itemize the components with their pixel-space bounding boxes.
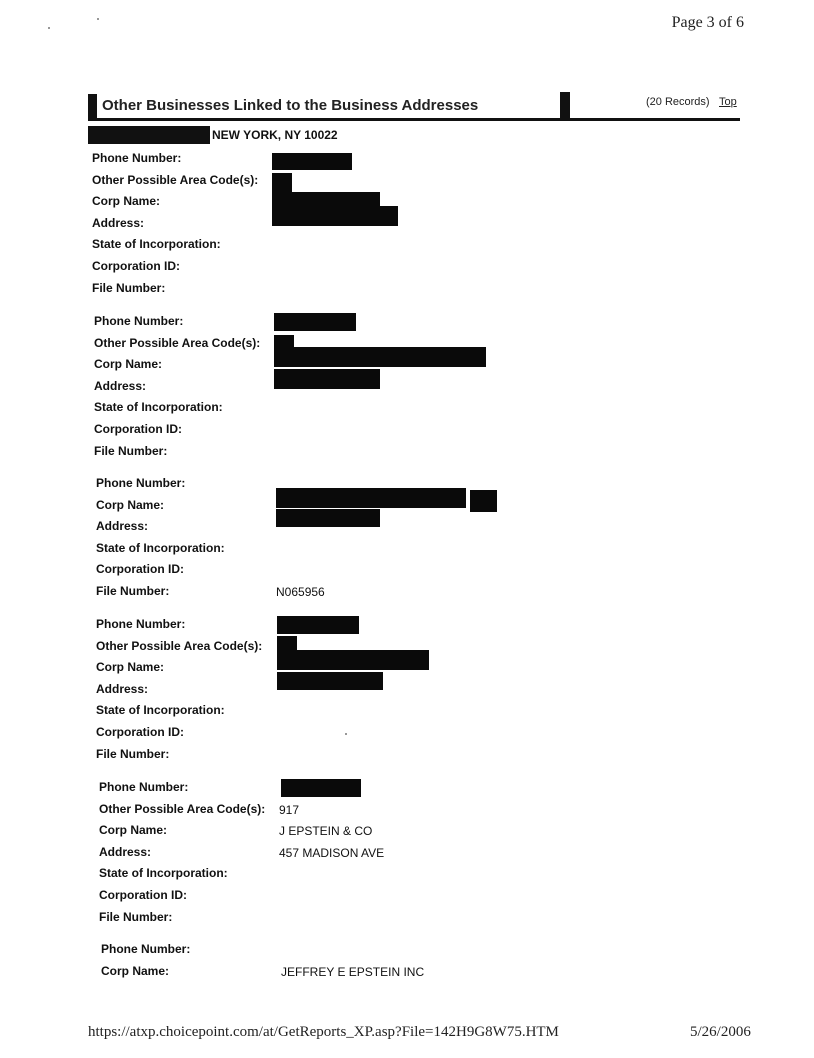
scan-speck [48,27,50,29]
header-redaction-bar [560,92,570,118]
redaction-box [277,650,429,670]
field-label: File Number: [96,746,170,761]
field-label: Corp Name: [101,963,170,978]
field-value: J EPSTEIN & CO [279,824,373,839]
field-label: Corp Name: [96,497,165,512]
field-label: File Number: [92,280,166,295]
redaction-box [272,206,398,226]
redaction-box [470,490,497,512]
field-label: Corp Name: [99,823,168,838]
field-label: Other Possible Area Code(s): [96,638,263,653]
redaction-box [276,509,380,527]
field-label: State of Incorporation: [92,237,221,252]
field-label: Phone Number: [96,476,186,490]
field-label: Address: [96,681,149,696]
field-label: State of Incorporation: [96,540,225,555]
record-count: (20 Records) [646,96,710,108]
field-label: Corporation ID: [99,888,187,902]
field-label: Corporation ID: [96,562,184,577]
field-label: Phone Number: [94,314,184,328]
field-label: Other Possible Area Code(s): [94,335,261,350]
field-label: State of Incorporation: [99,866,228,881]
section-title: Other Businesses Linked to the Business Addresses [102,97,479,114]
redaction-box [281,779,361,797]
field-label: Address: [94,378,147,393]
scan-speck [97,18,99,20]
field-label: Phone Number: [101,942,191,956]
field-label: Other Possible Area Code(s): [99,801,266,816]
top-link[interactable]: Top [719,96,737,108]
field-label: State of Incorporation: [96,703,225,718]
field-label: Corporation ID: [94,422,182,436]
footer-date: 5/26/2006 [690,1024,751,1040]
field-label: Other Possible Area Code(s): [92,172,259,187]
scan-speck [345,733,347,735]
field-label: File Number: [99,909,173,924]
footer-url: https://atxp.choicepoint.com/at/GetReports_XP.asp?File=142H9G8W75.HTM [88,1024,559,1040]
field-value: 457 MADISON AVE [279,845,385,860]
redaction-box [272,173,292,193]
redaction-box [277,616,359,634]
field-value: N065956 [276,585,325,599]
redaction-box [274,369,380,389]
field-label: Address: [92,215,145,230]
field-value: 917 [279,802,300,817]
field-label: Address: [96,519,149,534]
field-label: File Number: [94,443,168,458]
address-line-text: NEW YORK, NY 10022 [212,128,338,142]
field-label: Corp Name: [96,660,165,675]
page-number: Page 3 of 6 [671,14,744,31]
redaction-box [277,672,383,690]
field-label: Phone Number: [92,151,182,165]
section-header [88,92,740,121]
field-label: Corp Name: [92,194,161,209]
field-label: Address: [99,844,152,859]
field-label: File Number: [96,584,170,598]
field-label: Corporation ID: [92,259,180,273]
field-label: State of Incorporation: [94,400,223,415]
redaction-box [276,488,466,508]
field-label: Phone Number: [99,780,189,794]
field-value: JEFFREY E EPSTEIN INC [281,964,425,979]
redaction-box [272,153,352,170]
redaction-box [274,313,356,331]
redaction-box [88,126,210,144]
field-label: Corporation ID: [96,725,184,739]
redaction-box [274,347,486,367]
header-left-bar [88,94,97,118]
field-label: Phone Number: [96,617,186,631]
field-label: Corp Name: [94,357,163,372]
